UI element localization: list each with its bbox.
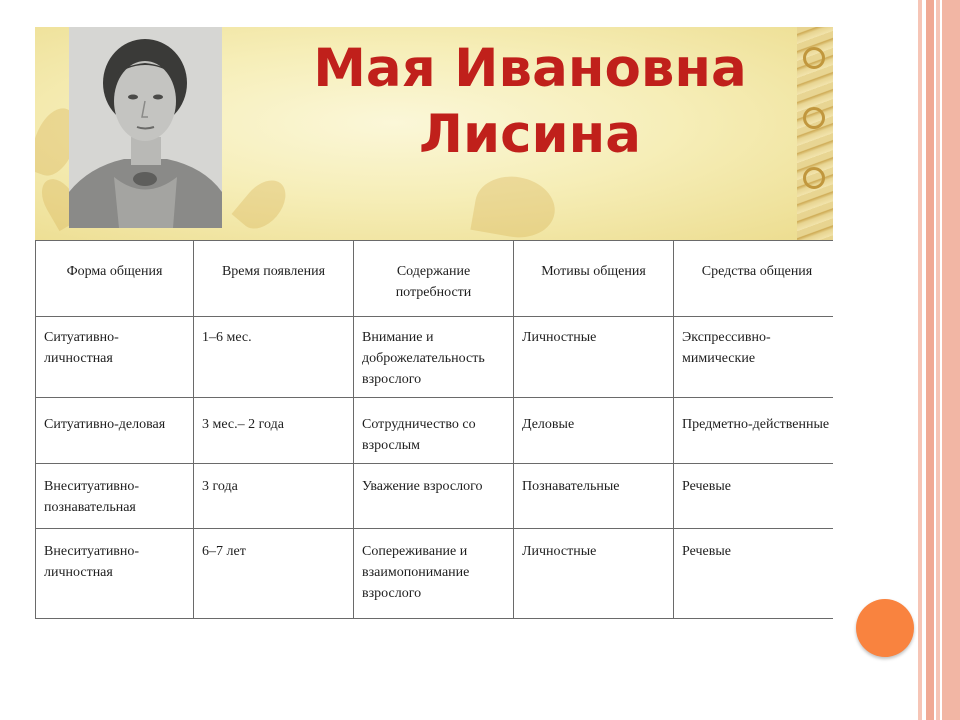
header-cell: Средства общения xyxy=(674,241,834,317)
decor-stripe xyxy=(942,0,960,720)
table-cell: Внеситуативно-личностная xyxy=(36,529,194,619)
slide-title xyxy=(230,36,830,168)
table-cell: Ситуативно-деловая xyxy=(36,398,194,464)
leaf-decoration xyxy=(470,171,559,240)
table-cell: Личностные xyxy=(514,317,674,398)
table-cell: Предметно-действенные xyxy=(674,398,834,464)
table-cell: Ситуативно-личностная xyxy=(36,317,194,398)
communication-table-wrapper xyxy=(35,240,833,627)
table-cell: 3 года xyxy=(194,464,354,529)
table-cell: 1–6 мес. xyxy=(194,317,354,398)
leaf-decoration xyxy=(232,172,295,237)
table-row xyxy=(36,398,834,464)
table-cell: Уважение взрослого xyxy=(354,464,514,529)
table-row xyxy=(36,317,834,398)
table-cell: Сопереживание и взаимопонимание взрослого xyxy=(354,529,514,619)
decor-stripe xyxy=(936,0,940,720)
table-cell: Экспрессивно-мимические xyxy=(674,317,834,398)
table-row xyxy=(36,464,834,529)
header-cell: Форма общения xyxy=(36,241,194,317)
ornament-curl xyxy=(803,167,825,189)
table-row xyxy=(36,529,834,619)
table-cell: 6–7 лет xyxy=(194,529,354,619)
table-header-row xyxy=(36,241,834,317)
title-line-1: Мая Ивановна xyxy=(313,38,747,99)
table-cell: Личностные xyxy=(514,529,674,619)
table-cell: Речевые xyxy=(674,529,834,619)
portrait-photo xyxy=(69,27,222,228)
table-cell: Сотрудничество со взрослым xyxy=(354,398,514,464)
table-cell: Внеситуативно-познавательная xyxy=(36,464,194,529)
communication-forms-table xyxy=(35,240,833,619)
portrait-icon xyxy=(69,27,222,228)
header-cell: Мотивы общения xyxy=(514,241,674,317)
header-cell: Время появления xyxy=(194,241,354,317)
decor-stripe xyxy=(918,0,922,720)
table-cell: Познавательные xyxy=(514,464,674,529)
table-cell: 3 мес.– 2 года xyxy=(194,398,354,464)
decor-stripe xyxy=(926,0,934,720)
table-cell: Деловые xyxy=(514,398,674,464)
table-cell: Внимание и доброжелательность взрослого xyxy=(354,317,514,398)
orange-circle-icon xyxy=(856,599,914,657)
header-cell: Содержание потребности xyxy=(354,241,514,317)
table-cell: Речевые xyxy=(674,464,834,529)
title-line-2: Лисина xyxy=(418,104,642,165)
